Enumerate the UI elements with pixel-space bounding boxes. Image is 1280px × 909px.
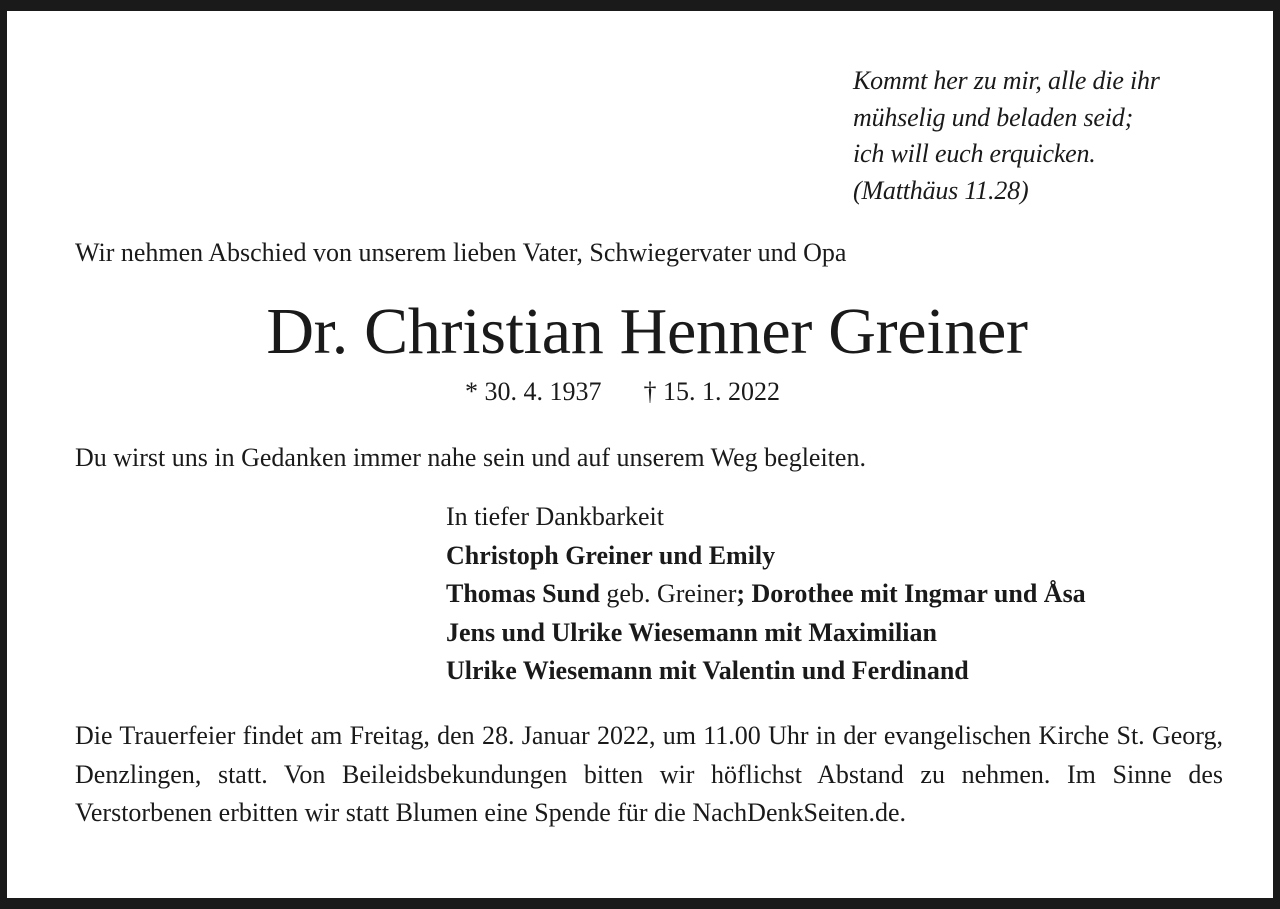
mourner-line	[446, 575, 1086, 614]
mourner-line: Christoph Greiner und Emily	[446, 540, 776, 570]
verse-citation: (Matthäus 11.28)	[853, 175, 1029, 205]
deceased-name: Dr. Christian Henner Greiner	[266, 295, 1028, 368]
mourners-heading: In tiefer Dankbarkeit	[446, 502, 665, 531]
verse-line: Kommt her zu mir, alle die ihr	[853, 66, 1160, 95]
mourner-name: ; Dorothee mit Ingmar und Åsa	[736, 579, 1086, 608]
bible-verse	[853, 63, 1160, 209]
farewell-text: Du wirst uns in Gedanken immer nahe sein und auf unserem Weg begleiten.	[75, 443, 866, 472]
mourner-name: Thomas Sund	[446, 579, 600, 608]
mourner-line: Ulrike Wiesemann mit Valentin und Ferdinand	[446, 656, 969, 685]
mourner-line: Jens und Ulrike Wiesemann mit Maximilian	[446, 617, 937, 647]
mourners-block	[446, 498, 1086, 691]
birth-date: * 30. 4. 1937	[465, 377, 602, 406]
intro-text: Wir nehmen Abschied von unserem lieben Vater, Schwiegervater und Opa	[75, 238, 847, 267]
verse-line: mühselig und beladen seid;	[853, 102, 1134, 132]
verse-line: ich will euch erquicken.	[853, 139, 1096, 168]
funeral-info: Die Trauerfeier findet am Freitag, den 28. Januar 2022, um 11.00 Uhr in der evangelischen Kirche St. Georg, Denzlingen, statt. Von Beileidsbekundungen bitten wir höflichst Abstand zu nehmen. Im Sinne des Verstorbenen erbitten wir statt Blumen eine Spende für die NachDenkSeiten.de.	[75, 721, 1223, 827]
maiden-name: geb. Greiner	[599, 579, 737, 608]
life-dates	[465, 375, 780, 409]
death-date: † 15. 1. 2022	[643, 377, 780, 406]
